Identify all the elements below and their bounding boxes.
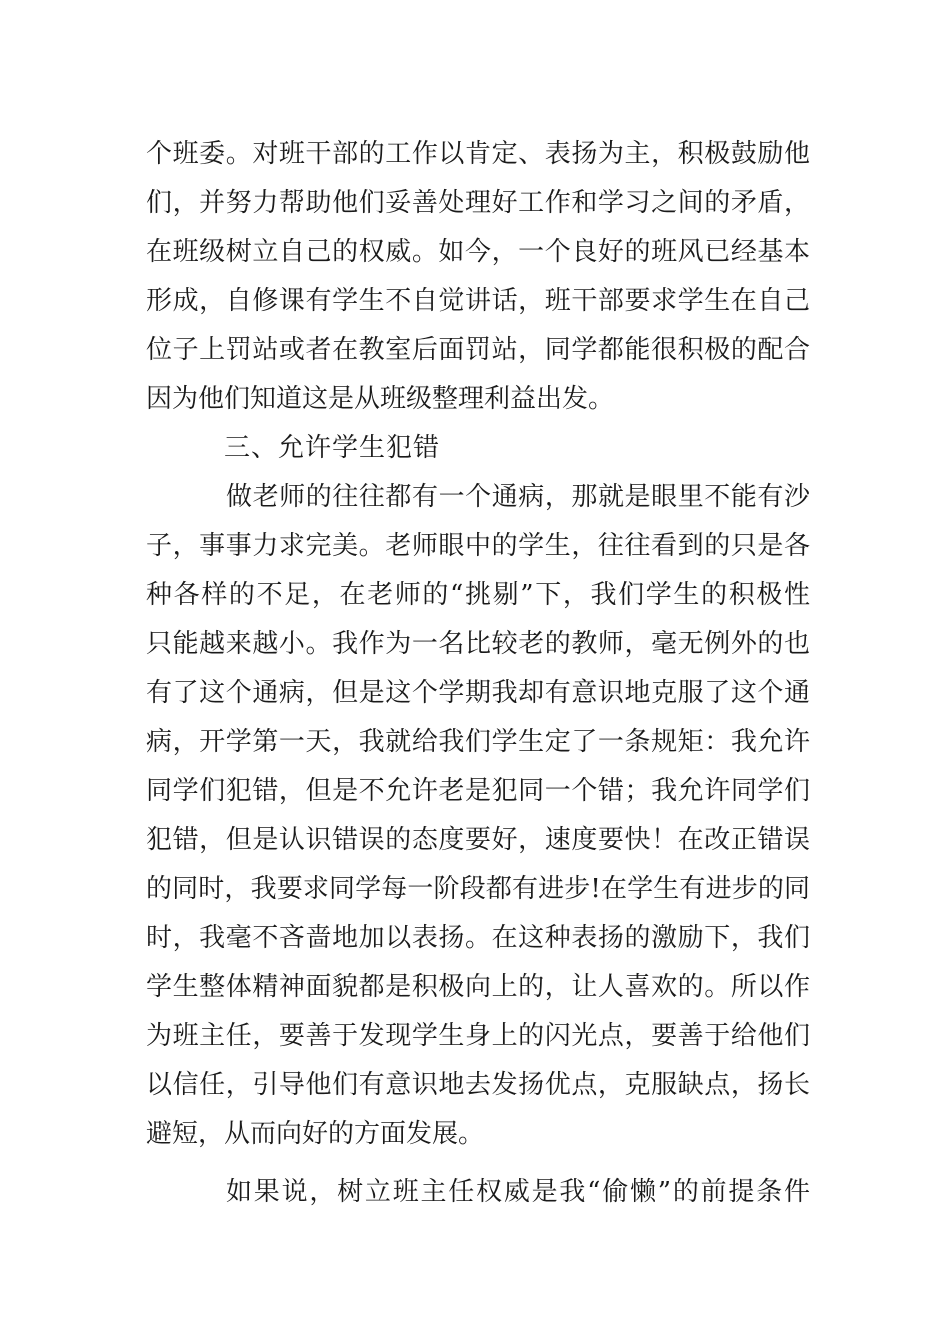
text-line: 有了这个通病，但是这个学期我却有意识地克服了这个通 (146, 678, 810, 708)
paragraph-3 (146, 1168, 810, 1217)
text-line: 同学们犯错，但是不允许老是犯同一个错；我允许同学们 (146, 776, 810, 806)
paragraph-2 (146, 473, 810, 1159)
text-line: 们，并努力帮助他们妥善处理好工作和学习之间的矛盾， (146, 188, 810, 218)
text-line: 个班委。对班干部的工作以肯定、表扬为主，积极鼓励他 (146, 139, 810, 169)
text-line: 做老师的往往都有一个通病，那就是眼里不能有沙 (226, 482, 810, 512)
text-line: 为班主任，要善于发现学生身上的闪光点，要善于给他们 (146, 1021, 810, 1051)
text-line: 只能越来越小。我作为一名比较老的教师，毫无例外的也 (146, 629, 810, 659)
text-line: 如果说，树立班主任权威是我“偷懒”的前提条件 (226, 1177, 810, 1207)
text-line: 病，开学第一天，我就给我们学生定了一条规矩：我允许 (146, 727, 810, 757)
text-line: 子，事事力求完美。老师眼中的学生，往往看到的只是各 (146, 531, 810, 561)
text-line: 以信任，引导他们有意识地去发扬优点，克服缺点，扬长 (146, 1070, 810, 1100)
text-line: 学生整体精神面貌都是积极向上的，让人喜欢的。所以作 (146, 972, 810, 1002)
text-line: 位子上罚站或者在教室后面罚站，同学都能很积极的配合 (146, 335, 810, 365)
text-line: 因为他们知道这是从班级整理利益出发。 (146, 384, 615, 414)
section-heading: 三、允许学生犯错 (224, 433, 441, 463)
text-line: 的同时，我要求同学每一阶段都有进步!在学生有进步的同 (146, 874, 810, 904)
paragraph-gap (146, 1159, 810, 1168)
text-line: 形成，自修课有学生不自觉讲话，班干部要求学生在自己 (146, 286, 810, 316)
paragraph-1 (146, 130, 810, 424)
text-line: 种各样的不足，在老师的“挑剔”下，我们学生的积极性 (146, 580, 810, 610)
text-line: 时，我毫不吝啬地加以表扬。在这种表扬的激励下，我们 (146, 923, 810, 953)
text-line: 在班级树立自己的权威。如今，一个良好的班风已经基本 (146, 237, 810, 267)
text-line: 避短，从而向好的方面发展。 (146, 1119, 485, 1149)
text-line: 犯错，但是认识错误的态度要好，速度要快！在改正错误 (146, 825, 810, 855)
document-body (146, 130, 810, 1217)
